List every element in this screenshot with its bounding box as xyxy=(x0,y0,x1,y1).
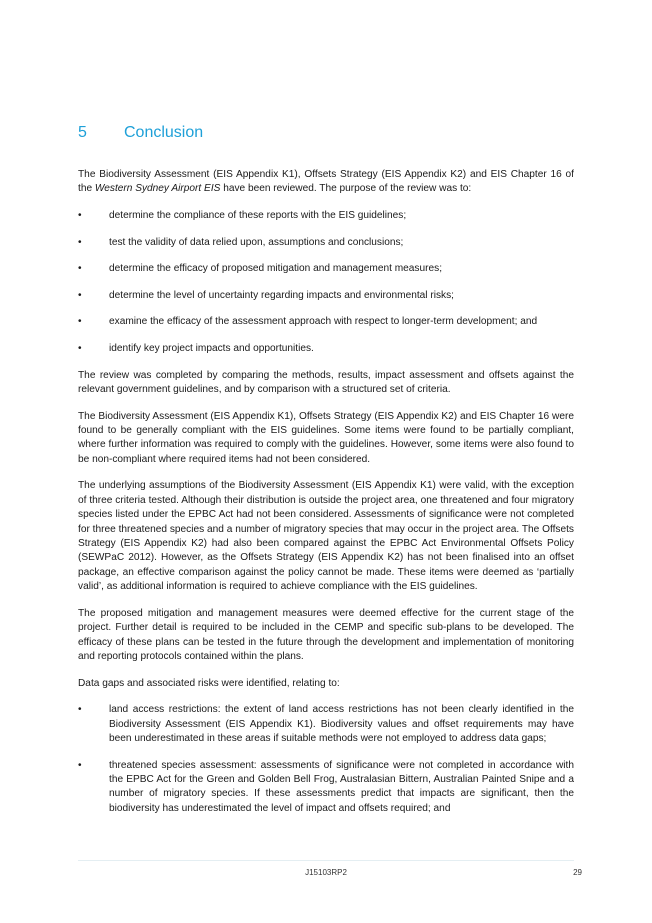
bullet-item xyxy=(78,759,574,817)
bullet-dot: • xyxy=(78,210,82,221)
bullet-dot: • xyxy=(78,263,82,275)
bullet-item xyxy=(78,315,574,329)
bullet-item xyxy=(78,262,574,276)
bullet-text: determine the level of uncertainty regarding impacts and environmental risks; xyxy=(109,289,454,301)
section-number: 5 xyxy=(78,124,87,141)
bullet-text: land access restrictions: the extent of land access restrictions has not been clearly identified in the Biodiversity Assessment (EIS Appendix K1). Biodiversity values and offset requirements may have been underestimated in these areas if suitable methods were not employed to address data gaps; xyxy=(109,704,574,745)
bullet-dot: • xyxy=(78,704,82,716)
footer-page-number: 29 xyxy=(573,868,582,877)
bullet-dot: • xyxy=(78,759,82,771)
paragraph: Data gaps and associated risks were identified, relating to: xyxy=(78,677,340,689)
section-title: Conclusion xyxy=(124,124,204,141)
bullet-text: determine the efficacy of proposed mitigation and management measures; xyxy=(109,263,443,275)
bullet-item xyxy=(78,209,574,223)
bullet-text: determine the compliance of these reports with the EIS guidelines; xyxy=(109,210,407,221)
bullet-text: threatened species assessment: assessments of significance were not completed in accordance with the EPBC Act for the Green and Golden Bell Frog, Australasian Bittern, Australian Painted Snipe and a number of migratory species. If these assessments predict that impacts are significant, then the biodiversity has underestimated the level of impact and offsets required; and xyxy=(109,759,574,814)
bullet-text: test the validity of data relied upon, assumptions and conclusions; xyxy=(109,236,404,248)
footer-divider xyxy=(78,860,574,861)
intro-text-end: have been reviewed. The purpose of the review was to: xyxy=(220,183,472,195)
bullet-dot: • xyxy=(78,342,82,354)
bullet-text: examine the efficacy of the assessment approach with respect to longer-term development; and xyxy=(109,316,538,328)
intro-text: The Biodiversity Assessment (EIS Appendix K1), Offsets Strategy (EIS Appendix K2) and EIS Chapter 16 of the xyxy=(78,169,574,195)
bullet-dot: • xyxy=(78,289,82,301)
bullet-item xyxy=(78,236,574,250)
bullet-dot: • xyxy=(78,316,82,328)
intro-italic-title: Western Sydney Airport EIS xyxy=(94,183,221,195)
bullet-text: identify key project impacts and opportunities. xyxy=(109,342,314,354)
bullet-item xyxy=(78,703,574,746)
bullet-item xyxy=(78,289,574,303)
paragraph: The proposed mitigation and management measures were deemed effective for the current stage of the project. Further detail is required to be included in the CEMP and specific sub-plans to be developed. The efficacy of these plans can be tested in the future through the development and implementation of monitoring and reporting protocols contained within the plans. xyxy=(78,607,574,663)
document-body xyxy=(78,168,574,828)
section-heading xyxy=(78,124,203,142)
bullet-item xyxy=(78,342,574,356)
paragraph: The review was completed by comparing the methods, results, impact assessment and offsets against the relevant government guidelines, and by comparison with a structured set of criteria. xyxy=(78,369,574,395)
intro-paragraph xyxy=(78,168,574,197)
footer-report-code: J15103RP2 xyxy=(305,868,347,877)
paragraph: The underlying assumptions of the Biodiversity Assessment (EIS Appendix K1) were valid, with the exception of three criteria tested. Although their distribution is outside the project area, one threatened and four migratory species listed under the EPBC Act had not been considered. Assessments of significance were not completed for three threatened species and a number of migratory species that may occur in the project area. The Offsets Strategy (EIS Appendix K2) had also been compared against the EPBC Act Environmental Offsets Policy (SEWPaC 2012). However, as the Offsets Strategy (EIS Appendix K2) has not been finalised into an offset package, an effective comparison against the policy cannot be made. These items were deemed as ‘partially valid’, as additional information is required to achieve compliance with the EIS guidelines. xyxy=(78,480,574,593)
paragraph: The Biodiversity Assessment (EIS Appendix K1), Offsets Strategy (EIS Appendix K2) and EIS Chapter 16 were found to be generally compliant with the EIS guidelines. Some items were found to be partially compliant, where further information was required to comply with the guidelines. However, some items were also found to be non-compliant where required items had not been considered. xyxy=(78,410,574,465)
bullet-dot: • xyxy=(78,236,82,248)
